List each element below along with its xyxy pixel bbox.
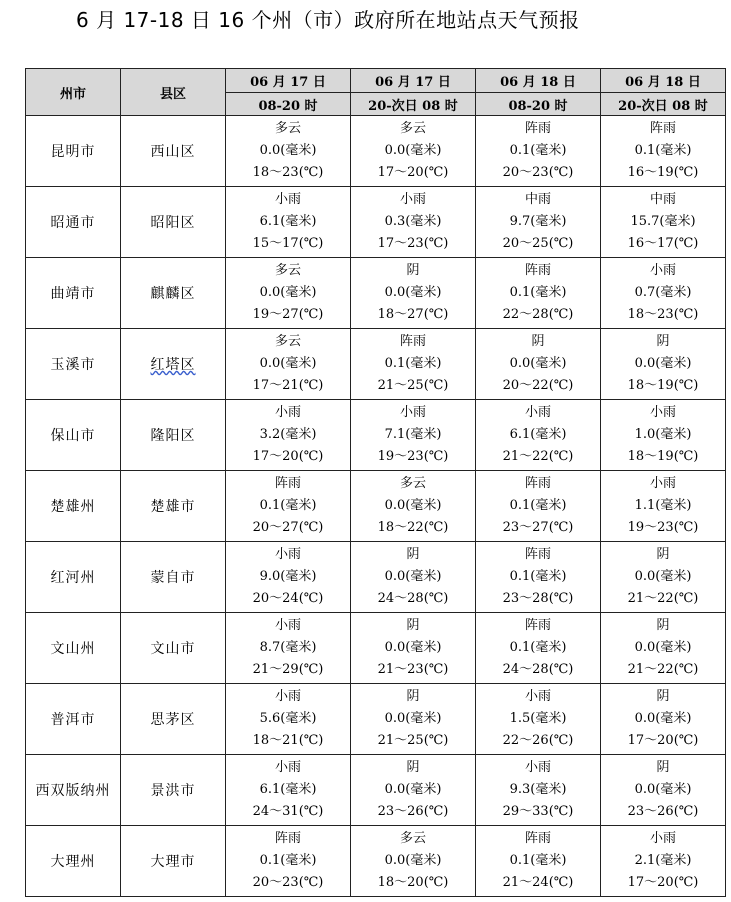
forecast-cell xyxy=(601,613,726,684)
temperature-range: 20～22(℃) xyxy=(502,378,574,393)
rainfall-amount: 0.3(毫米) xyxy=(384,214,442,229)
weather-condition: 小雨 xyxy=(274,192,301,207)
weather-condition: 小雨 xyxy=(274,547,301,562)
rainfall-amount: 0.1(毫米) xyxy=(259,498,317,513)
rainfall-amount: 0.0(毫米) xyxy=(259,356,317,371)
weather-condition: 阵雨 xyxy=(399,334,426,349)
temperature-range: 17～20(℃) xyxy=(377,165,449,180)
weather-condition: 阴 xyxy=(406,618,420,633)
rainfall-amount: 0.0(毫米) xyxy=(634,782,692,797)
rainfall-amount: 9.3(毫米) xyxy=(509,782,567,797)
forecast-cell xyxy=(476,329,601,400)
temperature-range: 21～25(℃) xyxy=(377,733,449,748)
table-row xyxy=(26,826,726,897)
temperature-range: 21～22(℃) xyxy=(502,449,574,464)
rainfall-amount: 0.0(毫米) xyxy=(634,356,692,371)
temperature-range: 21～22(℃) xyxy=(627,591,699,606)
forecast-cell xyxy=(601,755,726,826)
forecast-cell xyxy=(601,329,726,400)
rainfall-amount: 0.1(毫米) xyxy=(509,853,567,868)
weather-condition: 中雨 xyxy=(649,192,676,207)
weather-condition: 小雨 xyxy=(274,405,301,420)
forecast-cell xyxy=(601,826,726,897)
forecast-cell xyxy=(351,116,476,187)
temperature-range: 21～22(℃) xyxy=(627,662,699,677)
temperature-range: 18～19(℃) xyxy=(627,449,699,464)
weather-condition: 小雨 xyxy=(399,405,426,420)
weather-condition: 阵雨 xyxy=(524,121,551,136)
forecast-cell xyxy=(351,400,476,471)
rainfall-amount: 0.0(毫米) xyxy=(384,498,442,513)
table-row xyxy=(26,329,726,400)
header-date: 06 月 17 日 xyxy=(351,69,476,93)
rainfall-amount: 7.1(毫米) xyxy=(384,427,442,442)
forecast-cell xyxy=(351,471,476,542)
temperature-range: 18～19(℃) xyxy=(627,378,699,393)
city-cell: 文山州 xyxy=(26,613,121,684)
rainfall-amount: 0.0(毫米) xyxy=(634,711,692,726)
forecast-cell xyxy=(351,613,476,684)
rainfall-amount: 0.0(毫米) xyxy=(384,143,442,158)
forecast-cell xyxy=(601,471,726,542)
forecast-cell xyxy=(351,187,476,258)
county-cell xyxy=(121,329,226,400)
rainfall-amount: 0.0(毫米) xyxy=(384,285,442,300)
temperature-range: 24～31(℃) xyxy=(252,804,324,819)
forecast-cell xyxy=(476,116,601,187)
temperature-range: 17～20(℃) xyxy=(627,733,699,748)
temperature-range: 23～26(℃) xyxy=(627,804,699,819)
city-cell: 红河州 xyxy=(26,542,121,613)
weather-condition: 阵雨 xyxy=(274,831,301,846)
table-row xyxy=(26,116,726,187)
weather-condition: 中雨 xyxy=(524,192,551,207)
county-cell xyxy=(121,116,226,187)
rainfall-amount: 0.0(毫米) xyxy=(259,143,317,158)
forecast-cell xyxy=(476,187,601,258)
rainfall-amount: 3.2(毫米) xyxy=(259,427,317,442)
weather-condition: 小雨 xyxy=(649,476,676,491)
weather-condition: 多云 xyxy=(274,263,301,278)
weather-condition: 多云 xyxy=(399,831,426,846)
temperature-range: 20～25(℃) xyxy=(502,236,574,251)
header-period: 20-次日 08 时 xyxy=(351,93,476,116)
forecast-cell xyxy=(226,329,351,400)
temperature-range: 17～21(℃) xyxy=(252,378,324,393)
rainfall-amount: 0.0(毫米) xyxy=(259,285,317,300)
rainfall-amount: 0.0(毫米) xyxy=(634,640,692,655)
county-label: 楚雄市 xyxy=(150,499,196,515)
weather-condition: 小雨 xyxy=(524,760,551,775)
table-row xyxy=(26,613,726,684)
header-date: 06 月 18 日 xyxy=(601,69,726,93)
weather-condition: 阴 xyxy=(406,760,420,775)
table-row xyxy=(26,258,726,329)
table-body xyxy=(26,116,726,897)
table-row xyxy=(26,471,726,542)
weather-condition: 多云 xyxy=(274,121,301,136)
weather-condition: 小雨 xyxy=(524,405,551,420)
forecast-cell xyxy=(476,400,601,471)
weather-condition: 小雨 xyxy=(649,405,676,420)
temperature-range: 21～24(℃) xyxy=(502,875,574,890)
weather-condition: 小雨 xyxy=(274,760,301,775)
temperature-range: 21～23(℃) xyxy=(377,662,449,677)
temperature-range: 24～28(℃) xyxy=(377,591,449,606)
temperature-range: 17～20(℃) xyxy=(252,449,324,464)
city-cell: 昆明市 xyxy=(26,116,121,187)
table-row xyxy=(26,755,726,826)
rainfall-amount: 15.7(毫米) xyxy=(630,214,696,229)
city-cell: 楚雄州 xyxy=(26,471,121,542)
weather-condition: 阴 xyxy=(406,547,420,562)
temperature-range: 20～23(℃) xyxy=(252,875,324,890)
weather-condition: 阵雨 xyxy=(524,618,551,633)
rainfall-amount: 0.1(毫米) xyxy=(509,285,567,300)
temperature-range: 23～26(℃) xyxy=(377,804,449,819)
weather-condition: 小雨 xyxy=(524,689,551,704)
rainfall-amount: 2.1(毫米) xyxy=(634,853,692,868)
temperature-range: 22～28(℃) xyxy=(502,307,574,322)
rainfall-amount: 1.1(毫米) xyxy=(634,498,692,513)
temperature-range: 20～23(℃) xyxy=(502,165,574,180)
rainfall-amount: 0.1(毫米) xyxy=(509,498,567,513)
forecast-cell xyxy=(226,258,351,329)
forecast-cell xyxy=(351,755,476,826)
weather-condition: 阴 xyxy=(656,334,670,349)
temperature-range: 20～27(℃) xyxy=(252,520,324,535)
rainfall-amount: 5.6(毫米) xyxy=(259,711,317,726)
rainfall-amount: 1.0(毫米) xyxy=(634,427,692,442)
county-cell xyxy=(121,258,226,329)
forecast-cell xyxy=(601,542,726,613)
county-cell xyxy=(121,542,226,613)
county-label: 大理市 xyxy=(150,854,196,870)
rainfall-amount: 8.7(毫米) xyxy=(259,640,317,655)
forecast-cell xyxy=(601,187,726,258)
weather-condition: 多云 xyxy=(274,334,301,349)
weather-condition: 阴 xyxy=(531,334,545,349)
forecast-cell xyxy=(476,613,601,684)
weather-condition: 阴 xyxy=(406,263,420,278)
forecast-cell xyxy=(476,258,601,329)
rainfall-amount: 6.1(毫米) xyxy=(259,214,317,229)
county-cell xyxy=(121,187,226,258)
forecast-cell xyxy=(226,187,351,258)
header-period: 20-次日 08 时 xyxy=(601,93,726,116)
forecast-cell xyxy=(226,400,351,471)
forecast-cell xyxy=(226,826,351,897)
rainfall-amount: 0.0(毫米) xyxy=(384,640,442,655)
temperature-range: 19～23(℃) xyxy=(627,520,699,535)
weather-condition: 阴 xyxy=(656,618,670,633)
table-row xyxy=(26,400,726,471)
weather-condition: 小雨 xyxy=(274,689,301,704)
weather-condition: 小雨 xyxy=(649,831,676,846)
county-cell xyxy=(121,684,226,755)
rainfall-amount: 0.1(毫米) xyxy=(384,356,442,371)
rainfall-amount: 0.1(毫米) xyxy=(509,640,567,655)
county-cell xyxy=(121,400,226,471)
county-label: 红塔区 xyxy=(150,357,196,373)
temperature-range: 18～21(℃) xyxy=(252,733,324,748)
county-label: 思茅区 xyxy=(150,712,196,728)
forecast-cell xyxy=(601,116,726,187)
county-cell xyxy=(121,755,226,826)
temperature-range: 18～23(℃) xyxy=(252,165,324,180)
weather-condition: 阴 xyxy=(656,760,670,775)
rainfall-amount: 0.1(毫米) xyxy=(259,853,317,868)
forecast-cell xyxy=(476,542,601,613)
temperature-range: 18～23(℃) xyxy=(627,307,699,322)
forecast-cell xyxy=(351,258,476,329)
forecast-table xyxy=(25,68,726,897)
forecast-cell xyxy=(601,400,726,471)
temperature-range: 24～28(℃) xyxy=(502,662,574,677)
county-cell xyxy=(121,826,226,897)
forecast-cell xyxy=(226,116,351,187)
city-cell: 大理州 xyxy=(26,826,121,897)
temperature-range: 17～20(℃) xyxy=(627,875,699,890)
rainfall-amount: 0.0(毫米) xyxy=(509,356,567,371)
forecast-cell xyxy=(226,684,351,755)
city-cell: 保山市 xyxy=(26,400,121,471)
temperature-range: 29～33(℃) xyxy=(502,804,574,819)
city-cell: 玉溪市 xyxy=(26,329,121,400)
county-label: 蒙自市 xyxy=(150,570,196,586)
temperature-range: 21～25(℃) xyxy=(377,378,449,393)
forecast-cell xyxy=(226,755,351,826)
header-date: 06 月 18 日 xyxy=(476,69,601,93)
county-label: 西山区 xyxy=(150,144,196,160)
rainfall-amount: 9.0(毫米) xyxy=(259,569,317,584)
forecast-cell xyxy=(476,684,601,755)
county-label: 文山市 xyxy=(150,641,196,657)
table-header xyxy=(26,69,726,116)
rainfall-amount: 0.0(毫米) xyxy=(384,782,442,797)
temperature-range: 18～22(℃) xyxy=(377,520,449,535)
forecast-cell xyxy=(476,471,601,542)
rainfall-amount: 9.7(毫米) xyxy=(509,214,567,229)
weather-condition: 阵雨 xyxy=(649,121,676,136)
forecast-cell xyxy=(351,329,476,400)
county-label: 景洪市 xyxy=(150,783,196,799)
table-row xyxy=(26,684,726,755)
weather-condition: 阴 xyxy=(406,689,420,704)
page-title: 6 月 17-18 日 16 个州（市）政府所在地站点天气预报 xyxy=(76,8,580,32)
county-label: 麒麟区 xyxy=(150,286,196,302)
weather-condition: 阵雨 xyxy=(524,263,551,278)
header-county: 县区 xyxy=(121,69,226,116)
forecast-cell xyxy=(226,613,351,684)
weather-condition: 阵雨 xyxy=(274,476,301,491)
temperature-range: 20～24(℃) xyxy=(252,591,324,606)
temperature-range: 18～27(℃) xyxy=(377,307,449,322)
rainfall-amount: 0.0(毫米) xyxy=(384,569,442,584)
temperature-range: 15～17(℃) xyxy=(252,236,324,251)
temperature-range: 16～19(℃) xyxy=(627,165,699,180)
weather-condition: 阵雨 xyxy=(524,831,551,846)
rainfall-amount: 0.0(毫米) xyxy=(384,853,442,868)
temperature-range: 19～23(℃) xyxy=(377,449,449,464)
weather-condition: 小雨 xyxy=(399,192,426,207)
county-label: 隆阳区 xyxy=(150,428,196,444)
city-cell: 昭通市 xyxy=(26,187,121,258)
rainfall-amount: 0.1(毫米) xyxy=(634,143,692,158)
forecast-cell xyxy=(226,471,351,542)
forecast-cell xyxy=(351,684,476,755)
temperature-range: 19～27(℃) xyxy=(252,307,324,322)
temperature-range: 16～17(℃) xyxy=(627,236,699,251)
rainfall-amount: 6.1(毫米) xyxy=(259,782,317,797)
city-cell: 普洱市 xyxy=(26,684,121,755)
temperature-range: 23～27(℃) xyxy=(502,520,574,535)
rainfall-amount: 1.5(毫米) xyxy=(509,711,567,726)
forecast-cell xyxy=(476,755,601,826)
temperature-range: 17～23(℃) xyxy=(377,236,449,251)
table-row xyxy=(26,187,726,258)
rainfall-amount: 0.7(毫米) xyxy=(634,285,692,300)
header-period: 08-20 时 xyxy=(226,93,351,116)
temperature-range: 21～29(℃) xyxy=(252,662,324,677)
rainfall-amount: 6.1(毫米) xyxy=(509,427,567,442)
weather-condition: 阴 xyxy=(656,547,670,562)
forecast-cell xyxy=(226,542,351,613)
header-period: 08-20 时 xyxy=(476,93,601,116)
county-cell xyxy=(121,613,226,684)
weather-condition: 阴 xyxy=(656,689,670,704)
rainfall-amount: 0.1(毫米) xyxy=(509,143,567,158)
rainfall-amount: 0.0(毫米) xyxy=(634,569,692,584)
temperature-range: 18～20(℃) xyxy=(377,875,449,890)
weather-condition: 多云 xyxy=(399,476,426,491)
rainfall-amount: 0.0(毫米) xyxy=(384,711,442,726)
temperature-range: 22～26(℃) xyxy=(502,733,574,748)
forecast-cell xyxy=(601,684,726,755)
header-date: 06 月 17 日 xyxy=(226,69,351,93)
weather-condition: 小雨 xyxy=(274,618,301,633)
city-cell: 曲靖市 xyxy=(26,258,121,329)
forecast-cell xyxy=(476,826,601,897)
table-row xyxy=(26,542,726,613)
forecast-cell xyxy=(351,542,476,613)
weather-condition: 阵雨 xyxy=(524,476,551,491)
forecast-cell xyxy=(351,826,476,897)
forecast-cell xyxy=(601,258,726,329)
rainfall-amount: 0.1(毫米) xyxy=(509,569,567,584)
weather-condition: 多云 xyxy=(399,121,426,136)
county-cell xyxy=(121,471,226,542)
city-cell: 西双版纳州 xyxy=(26,755,121,826)
temperature-range: 23～28(℃) xyxy=(502,591,574,606)
header-city: 州市 xyxy=(26,69,121,116)
weather-condition: 阵雨 xyxy=(524,547,551,562)
county-label: 昭阳区 xyxy=(150,215,196,231)
weather-condition: 小雨 xyxy=(649,263,676,278)
